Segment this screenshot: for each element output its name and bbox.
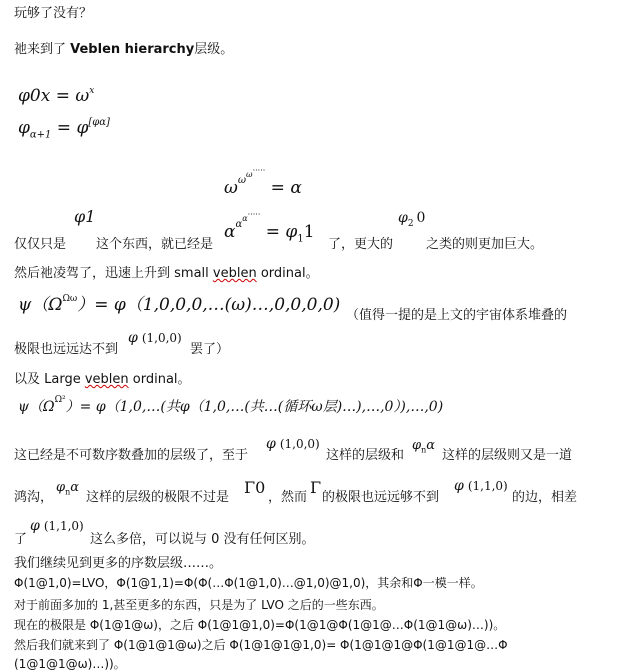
formula-phi-eq: = φ — [51, 118, 89, 138]
paragraph-line9-1: 了 — [14, 532, 28, 547]
phin-a-sub: n — [421, 445, 427, 455]
large-veblen-p1: 以及 Large — [14, 372, 85, 387]
formula-phi0-exp: x — [89, 86, 95, 96]
phin-b-phi: φ — [56, 480, 66, 495]
small-veblen-p1: 然后祂凌驾了，迅速上升到 small — [14, 266, 213, 281]
formula-omega-tower — [224, 166, 302, 198]
gamma0-symbol: Γ0 — [244, 478, 266, 497]
formula-phi-symbol: φ — [18, 118, 30, 138]
lvo-rhs: ）= φ（1,0,…(共φ（1,0,…(共…(循环ω层)…),…,0）),…,0) — [65, 399, 444, 415]
formula-phi0-body: φ0x = ω — [18, 86, 90, 106]
line-only-phi1-1: 仅仅只是 — [14, 237, 67, 252]
gamma-symbol: Γ — [310, 478, 322, 497]
phin-a-phi: φ — [412, 438, 422, 453]
line-only-phi1-3: 了，更大的 — [328, 237, 394, 252]
phi-110-a-val: (1,1,0) — [467, 479, 508, 493]
alpha-sub: 1 — [297, 233, 304, 245]
alpha-eq: = φ — [260, 222, 298, 242]
alpha-sup2: α — [242, 214, 248, 223]
paragraph-line13: 现在的极限是 Φ(1@1@ω)，之后 Φ(1@1@1,0)=Φ(1@1@Φ(1@1@…Φ(1@1@ω)…))。 — [14, 618, 506, 632]
paragraph-line15: (1@1@1@ω)…))。 — [14, 657, 126, 671]
paragraph-line7-2: 这样的层级和 — [326, 448, 405, 463]
phin-b-sub: n — [65, 487, 71, 497]
phin-alpha-a — [412, 438, 435, 454]
tower-base: ω — [224, 178, 238, 198]
formula-phi-sub: α+1 — [29, 129, 52, 141]
paragraph-line8-3: ，然而 — [268, 490, 308, 505]
svo-limit-end: 罢了） — [190, 342, 230, 357]
phi20-symbol — [398, 210, 425, 229]
phi-100-a-phi: φ — [128, 330, 138, 346]
paragraph-line8-1: 鸿沟， — [14, 490, 54, 505]
phi-100-a — [128, 330, 182, 346]
paragraph-line7-3: 这样的层级则又是一道 — [442, 448, 573, 463]
phi-110-b — [30, 518, 84, 534]
paragraph-line8-2: 这样的层级的极限不过是 — [86, 490, 230, 505]
intro-suffix: 层级。 — [194, 42, 234, 57]
phin-alpha-b — [56, 480, 79, 496]
large-veblen-word: veblen — [84, 372, 129, 387]
phi20-val: 0 — [416, 210, 426, 226]
line-only-phi1-4: 之类的则更加巨大。 — [426, 237, 544, 252]
svo-rhs: ）= φ（1,0,0,0,…(ω)…,0,0,0,0) — [77, 295, 341, 315]
veblen-hierarchy-term: Veblen hierarchy — [70, 42, 195, 57]
paragraph-line8-4: 的极限也远远够不到 — [322, 490, 440, 505]
line-only-phi1-2: 这个东西，就已经是 — [96, 237, 214, 252]
alpha-base: α — [224, 222, 236, 242]
tower-eq: = α — [265, 178, 302, 198]
phi-110-a — [454, 478, 508, 494]
formula-phi0 — [18, 86, 94, 106]
large-veblen-p2: ordinal。 — [128, 372, 191, 387]
small-veblen-word: veblen — [212, 266, 257, 281]
phi20-sub: 2 — [407, 218, 414, 229]
phi-110-b-phi: φ — [30, 518, 40, 534]
tower-sup2: ω — [246, 170, 253, 179]
paragraph-line14: 然后我们就来到了 Φ(1@1@1@ω)之后 Φ(1@1@1@1,0)= Φ(1@1@1@Φ(1@1@1@…Φ — [14, 638, 508, 652]
small-veblen-p2: ordinal。 — [256, 266, 319, 281]
intro-line — [14, 38, 233, 57]
paragraph-line11: Φ(1@1,0)=LVO，Φ(1@1,1)=Φ(Φ(…Φ(1@1,0)…@1,0)@1,0)，其余和Φ一模一样。 — [14, 576, 483, 590]
phi-110-b-val: (1,1,0) — [43, 519, 84, 533]
formula-lvo — [18, 396, 443, 416]
lvo-lhs-sup: Ω² — [54, 395, 66, 405]
phi-100-b — [266, 436, 320, 452]
lvo-lhs: ψ（Ω — [18, 399, 55, 415]
svo-limit-text: 极限也远远达不到 — [14, 342, 119, 357]
alpha-val: 1 — [303, 222, 315, 242]
phi1-symbol: φ1 — [74, 207, 96, 226]
alpha-tower — [224, 210, 315, 245]
tower-sup: ω — [237, 175, 247, 186]
heading-text: 玩够了没有？ — [14, 6, 93, 21]
formula-phi-exp: [φα] — [88, 117, 110, 128]
paragraph-line7-1: 这已经是不可数序数叠加的层级了，至于 — [14, 448, 249, 463]
phin-a-alpha: α — [426, 438, 436, 453]
paragraph-line10: 我们继续见到更多的序数层级……。 — [14, 556, 223, 571]
paragraph-line12: 对于前面多加的 1,甚至更多的东西，只是为了 LVO 之后的一些东西。 — [14, 598, 384, 612]
paragraph-line9-2: 这么多倍，可以说与 0 没有任何区别。 — [90, 532, 315, 547]
alpha-sup: α — [235, 219, 243, 230]
phin-b-alpha: α — [70, 480, 80, 495]
phi20-phi: φ — [398, 210, 408, 226]
tower-dots: ····· — [252, 166, 266, 175]
alpha-dots: ····· — [247, 210, 261, 219]
large-veblen-line — [14, 368, 191, 387]
formula-svo — [18, 290, 340, 315]
phi-100-a-val: (1,0,0) — [141, 331, 182, 345]
formula-phi-successor — [18, 118, 110, 140]
intro-prefix: 祂来到了 — [14, 42, 71, 57]
svo-lhs-sup: Ωω — [62, 294, 78, 304]
small-veblen-line — [14, 262, 319, 281]
paragraph-line8-5: 的边，相差 — [512, 490, 578, 505]
phi-100-b-val: (1,0,0) — [279, 437, 320, 451]
svo-lhs: ψ（Ω — [18, 295, 63, 315]
svo-note: （值得一提的是上文的宇宙体系堆叠的 — [346, 308, 568, 323]
phi-110-a-phi: φ — [454, 478, 464, 494]
phi-100-b-phi: φ — [266, 436, 276, 452]
